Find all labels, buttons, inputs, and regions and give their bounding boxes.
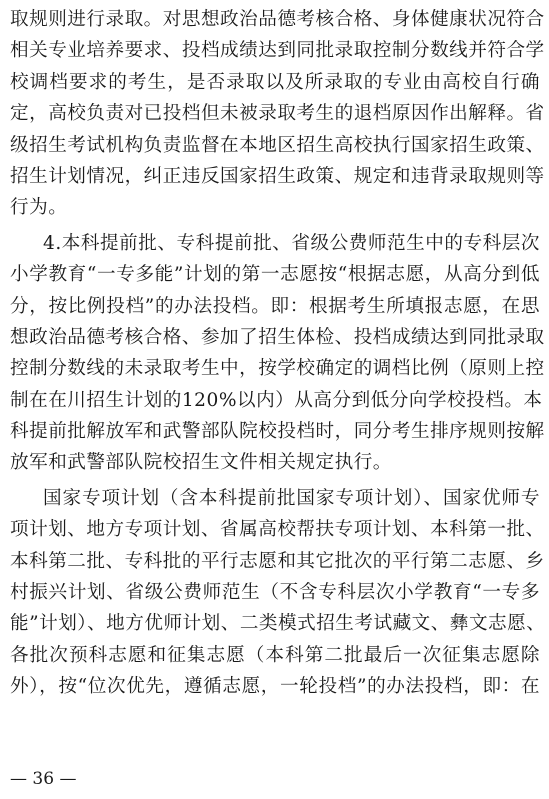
text-line: 外），按“位次优先，遵循志愿，一轮投档”的办法投档，即：在 bbox=[10, 676, 540, 698]
text-line: 放军和武警部队院校招生文件相关规定执行。 bbox=[10, 452, 392, 474]
para-national-special-plans bbox=[10, 483, 546, 703]
text-line: 取规则进行录取。对思想政治品德考核合格、身体健康状况符合 bbox=[10, 9, 545, 30]
text-line: 招生计划情况，纠正违反国家招生政策、规定和违背录取规则等 bbox=[10, 165, 545, 187]
text-line: 能”计划）、地方优师计划、二类模式招生考试藏文、彝文志愿、 bbox=[10, 613, 546, 635]
text-line: 分，按比例投档”的办法投档。即：根据考生所填报志愿，在思 bbox=[10, 295, 540, 317]
text-line: 小学教育“一专多能”计划的第一志愿按“根据志愿，从高分到低 bbox=[10, 264, 540, 286]
text-line: 科提前批解放军和武警部队院校投档时，同分考生排序规则按解 bbox=[10, 421, 545, 443]
para-admission-rules bbox=[10, 4, 545, 224]
document-page bbox=[10, 4, 546, 703]
text-line: 项计划、地方专项计划、省属高校帮扶专项计划、本科第一批、 bbox=[10, 519, 545, 541]
text-line: 行为。 bbox=[10, 197, 68, 219]
text-line: 4.本科提前批、专科提前批、省级公费师范生中的专科层次 bbox=[43, 232, 540, 254]
text-line: 定，高校负责对已投档但未被录取考生的退档原因作出解释。省 bbox=[10, 103, 545, 125]
text-line: 国家专项计划（含本科提前批国家专项计划）、国家优师专 bbox=[43, 487, 540, 509]
page-number: — 36 — bbox=[10, 769, 77, 789]
text-line: 村振兴计划、省级公费师范生（不含专科层次小学教育“一专多 bbox=[10, 582, 540, 604]
text-line: 校调档要求的考生，是否录取以及所录取的专业由高校自行确 bbox=[10, 71, 540, 93]
text-line: 本科第二批、专科批的平行志愿和其它批次的平行第二志愿、乡 bbox=[10, 550, 545, 572]
text-line: 各批次预科志愿和征集志愿（本科第二批最后一次征集志愿除 bbox=[10, 644, 540, 666]
para-item-4 bbox=[10, 228, 545, 479]
text-line: 级招生考试机构负责监督在本地区招生高校执行国家招生政策、 bbox=[10, 134, 545, 156]
text-line: 制在在川招生计划的120%以内）从高分到低分向学校投档。本 bbox=[10, 389, 543, 411]
text-line: 相关专业培养要求、投档成绩达到同批录取控制分数线并符合学 bbox=[10, 40, 545, 62]
text-line: 想政治品德考核合格、参加了招生体检、投档成绩达到同批录取 bbox=[10, 326, 545, 348]
text-line: 控制分数线的未录取考生中，按学校确定的调档比例（原则上控 bbox=[10, 358, 545, 380]
